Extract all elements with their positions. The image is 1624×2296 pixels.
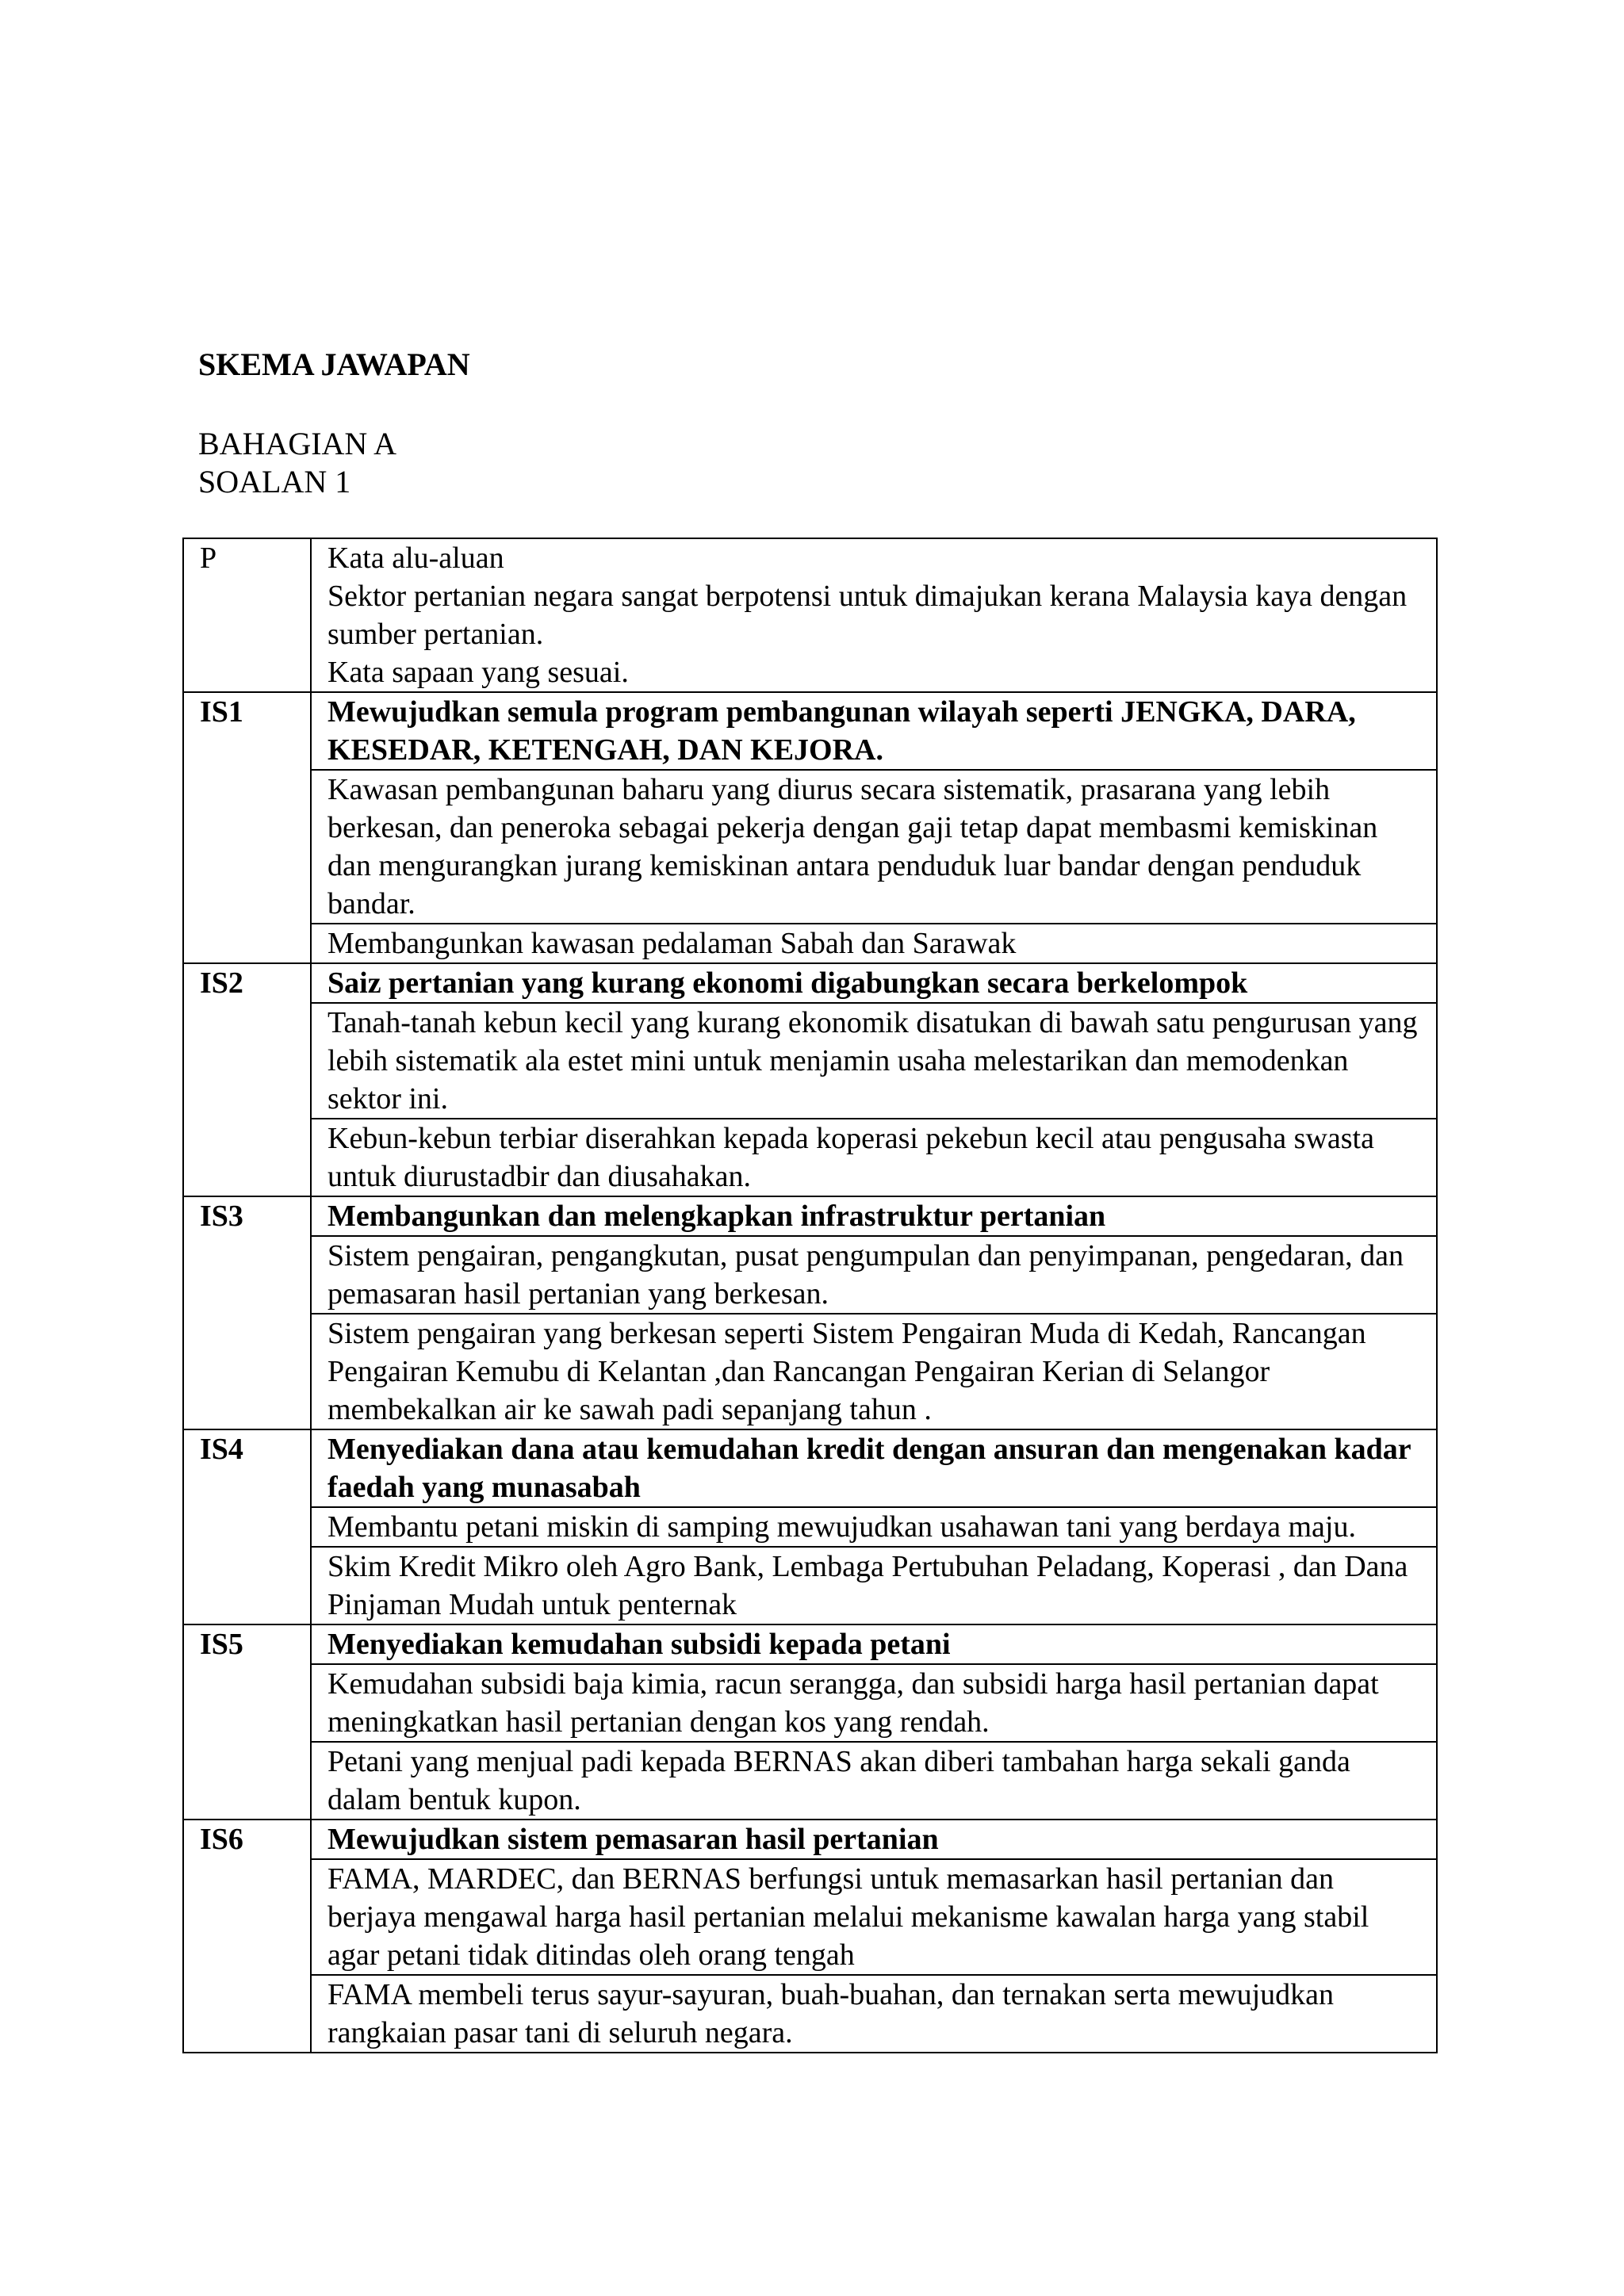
table-row-point [183, 1742, 1437, 1820]
point-detail: Sistem pengairan, pengangkutan, pusat pengumpulan dan penyimpanan, pengedaran, dan pemasaran hasil pertanian yang berkesan. [311, 1236, 1437, 1314]
intro-line: Kata alu-aluan [327, 541, 504, 575]
row-label: IS6 [183, 1820, 311, 2053]
table-row-point [183, 1003, 1437, 1119]
point-detail: FAMA membeli terus sayur-sayuran, buah-buahan, dan ternakan serta mewujudkan rangkaian pasar tani di seluruh negara. [311, 1975, 1437, 2053]
table-row-heading [183, 1820, 1437, 1859]
point-detail: Tanah-tanah kebun kecil yang kurang ekonomik disatukan di bawah satu pengurusan yang lebih sistematik ala estet mini untuk menjamin usaha melestarikan dan memodenkan sektor ini. [311, 1003, 1437, 1119]
point-detail: Membangunkan kawasan pedalaman Sabah dan Sarawak [311, 924, 1437, 963]
point-heading: Saiz pertanian yang kurang ekonomi digabungkan secara berkelompok [311, 963, 1437, 1003]
table-row-heading [183, 963, 1437, 1003]
table-row-heading [183, 1624, 1437, 1664]
table-row-point [183, 1547, 1437, 1624]
point-heading: Mewujudkan semula program pembangunan wilayah seperti JENGKA, DARA, KESEDAR, KETENGAH, DAN KEJORA. [311, 692, 1437, 770]
question-label: SOALAN 1 [198, 464, 351, 499]
table-row-point [183, 1975, 1437, 2053]
table-row-point [183, 1314, 1437, 1429]
table-row-point [183, 1119, 1437, 1196]
row-label: IS2 [183, 963, 311, 1196]
intro-line: Sektor pertanian negara sangat berpotensi untuk dimajukan kerana Malaysia kaya dengan sumber pertanian. [327, 580, 1408, 651]
section-label: BAHAGIAN A [198, 426, 396, 461]
point-detail: Sistem pengairan yang berkesan seperti Sistem Pengairan Muda di Kedah, Rancangan Pengairan Kemubu di Kelantan ,dan Rancangan Pengairan Kerian di Selangor membekalkan air ke sawah padi sepanjang tahun . [311, 1314, 1437, 1429]
table-row-point [183, 1507, 1437, 1547]
page-title: SKEMA JAWAPAN [198, 346, 470, 382]
point-heading: Menyediakan dana atau kemudahan kredit dengan ansuran dan mengenakan kadar faedah yang munasabah [311, 1429, 1437, 1507]
row-label: IS1 [183, 692, 311, 963]
table-row-intro [183, 538, 1437, 692]
point-detail: Kebun-kebun terbiar diserahkan kepada koperasi pekebun kecil atau pengusaha swasta untuk diurustadbir dan diusahakan. [311, 1119, 1437, 1196]
point-detail: Kawasan pembangunan baharu yang diurus secara sistematik, prasarana yang lebih berkesan, dan peneroka sebagai pekerja dengan gaji tetap dapat membasmi kemiskinan dan mengurangkan jurang kemiskinan antara penduduk luar bandar dengan penduduk bandar. [311, 770, 1437, 924]
intro-cell [311, 538, 1437, 692]
table-row-point [183, 770, 1437, 924]
row-label: IS5 [183, 1624, 311, 1820]
point-detail: FAMA, MARDEC, dan BERNAS berfungsi untuk memasarkan hasil pertanian dan berjaya mengawal harga hasil pertanian melalui mekanisme kawalan harga yang stabil agar petani tidak ditindas oleh orang tengah [311, 1859, 1437, 1975]
table-row-heading [183, 1196, 1437, 1236]
point-detail: Petani yang menjual padi kepada BERNAS akan diberi tambahan harga sekali ganda dalam bentuk kupon. [311, 1742, 1437, 1820]
intro-line: Kata sapaan yang sesuai. [327, 656, 629, 689]
table-row-point [183, 924, 1437, 963]
table-row-point [183, 1859, 1437, 1975]
row-label: IS4 [183, 1429, 311, 1624]
table-row-point [183, 1664, 1437, 1742]
table-row-heading [183, 1429, 1437, 1507]
point-heading: Mewujudkan sistem pemasaran hasil pertanian [311, 1820, 1437, 1859]
point-detail: Skim Kredit Mikro oleh Agro Bank, Lembaga Pertubuhan Peladang, Koperasi , dan Dana Pinjaman Mudah untuk penternak [311, 1547, 1437, 1624]
point-heading: Membangunkan dan melengkapkan infrastruktur pertanian [311, 1196, 1437, 1236]
answer-scheme-table [182, 538, 1438, 2053]
point-detail: Membantu petani miskin di samping mewujudkan usahawan tani yang berdaya maju. [311, 1507, 1437, 1547]
table-row-heading [183, 692, 1437, 770]
point-detail: Kemudahan subsidi baja kimia, racun serangga, dan subsidi harga hasil pertanian dapat meningkatkan hasil pertanian dengan kos yang rendah. [311, 1664, 1437, 1742]
point-heading: Menyediakan kemudahan subsidi kepada petani [311, 1624, 1437, 1664]
row-label: IS3 [183, 1196, 311, 1429]
row-label: P [183, 538, 311, 692]
table-row-point [183, 1236, 1437, 1314]
